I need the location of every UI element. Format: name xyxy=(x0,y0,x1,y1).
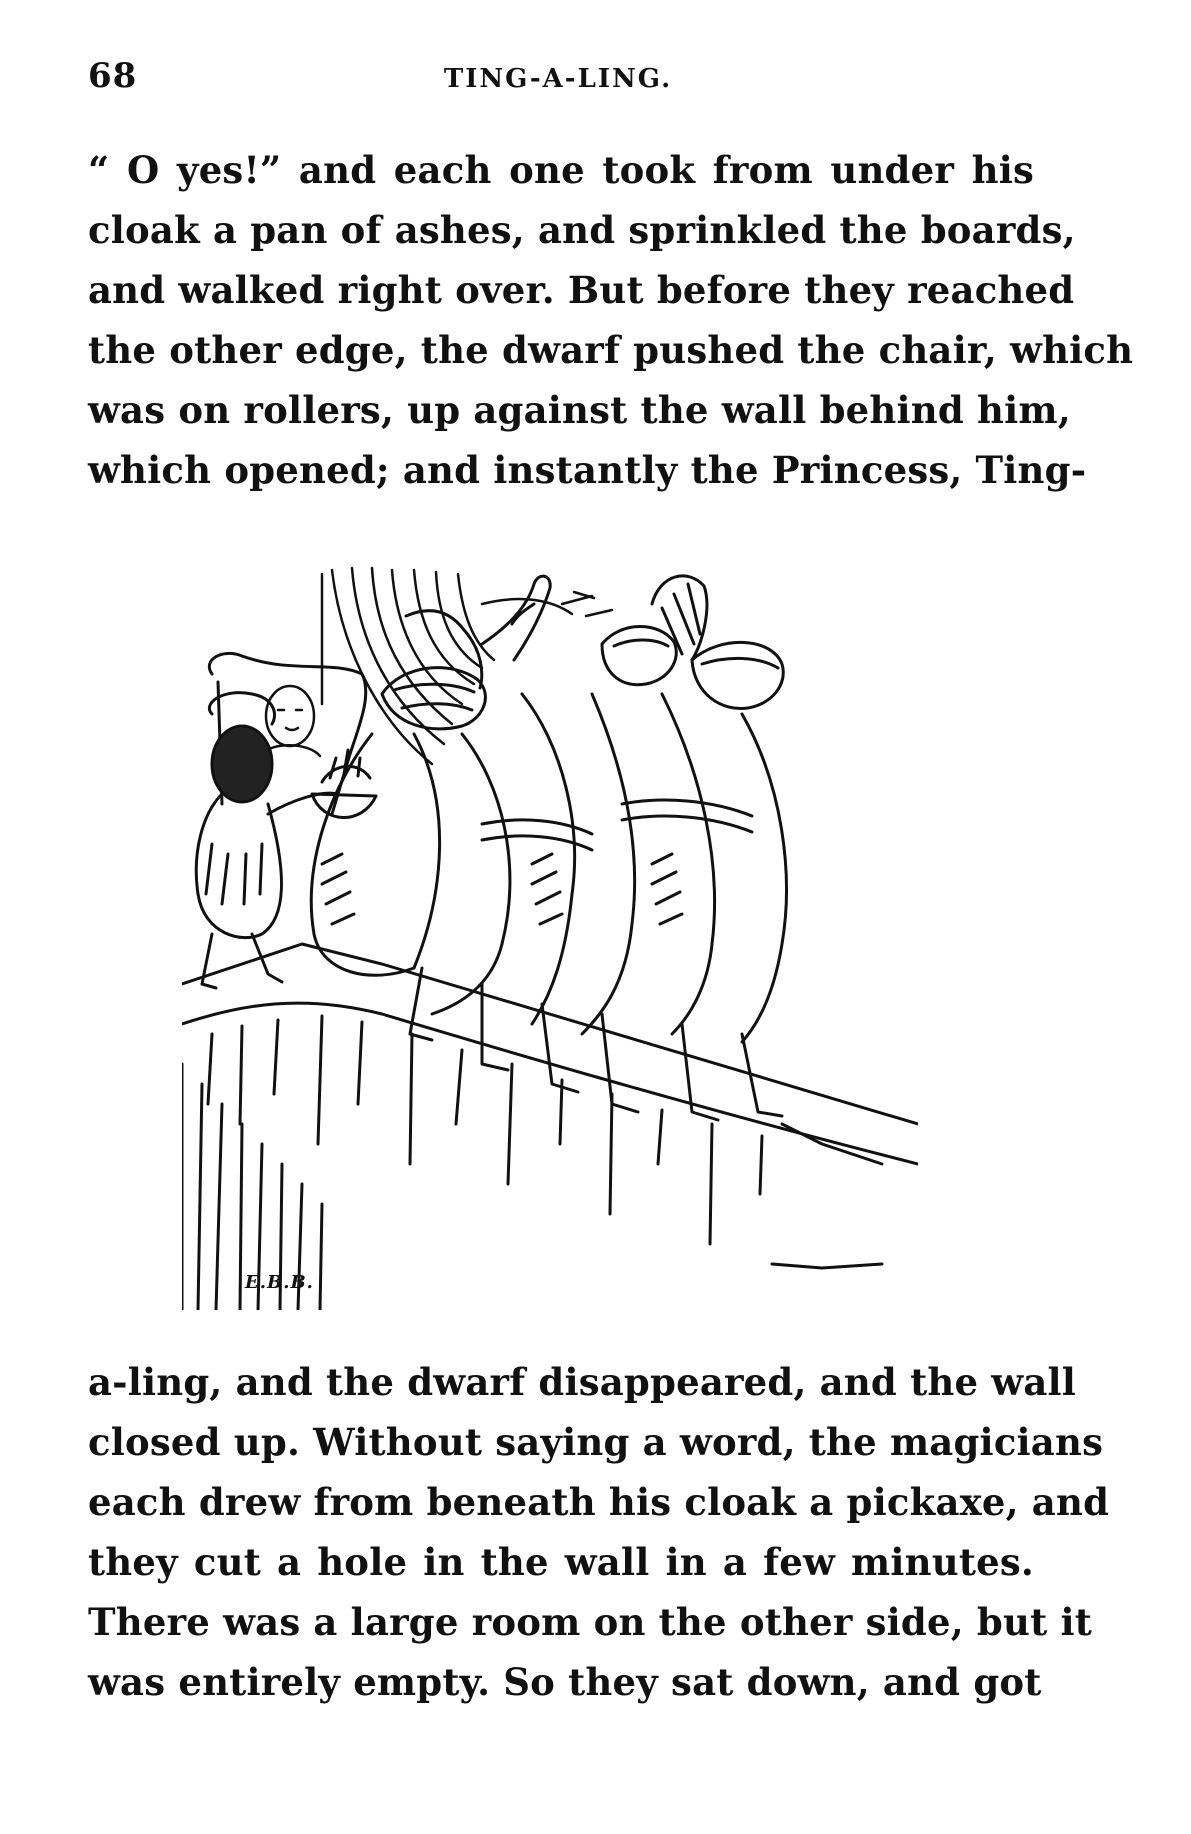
page-number: 68 xyxy=(88,56,138,96)
text-line: and walked right over. But before they reached xyxy=(88,268,1075,312)
text-line: which opened; and instantly the Princess, Ting- xyxy=(88,448,1087,492)
text-line: There was a large room on the other side, but it xyxy=(88,1600,1092,1644)
text-line: a-ling, and the dwarf disappeared, and the wall xyxy=(88,1360,1077,1404)
text-line: the other edge, the dwarf pushed the chair, which xyxy=(88,328,1134,372)
text-line: was entirely empty. So they sat down, and got xyxy=(88,1660,1042,1704)
text-line: was on rollers, up against the wall behind him, xyxy=(88,388,1071,432)
page-header xyxy=(88,56,1028,106)
engraving-magicians-icon xyxy=(182,564,918,1310)
running-title: TING-A-LING. xyxy=(443,64,673,94)
illustration-signature: E.B.B. xyxy=(245,1272,314,1293)
text-line: closed up. Without saying a word, the magicians xyxy=(88,1420,1104,1464)
top-paragraph xyxy=(88,140,1134,500)
bottom-paragraph xyxy=(88,1352,1110,1712)
text-line: cloak a pan of ashes, and sprinkled the boards, xyxy=(88,208,1076,252)
text-line: they cut a hole in the wall in a few minutes. xyxy=(88,1540,1034,1584)
text-line: each drew from beneath his cloak a pickaxe, and xyxy=(88,1480,1110,1524)
text-line: “ O yes!” and each one took from under his xyxy=(88,148,1034,192)
